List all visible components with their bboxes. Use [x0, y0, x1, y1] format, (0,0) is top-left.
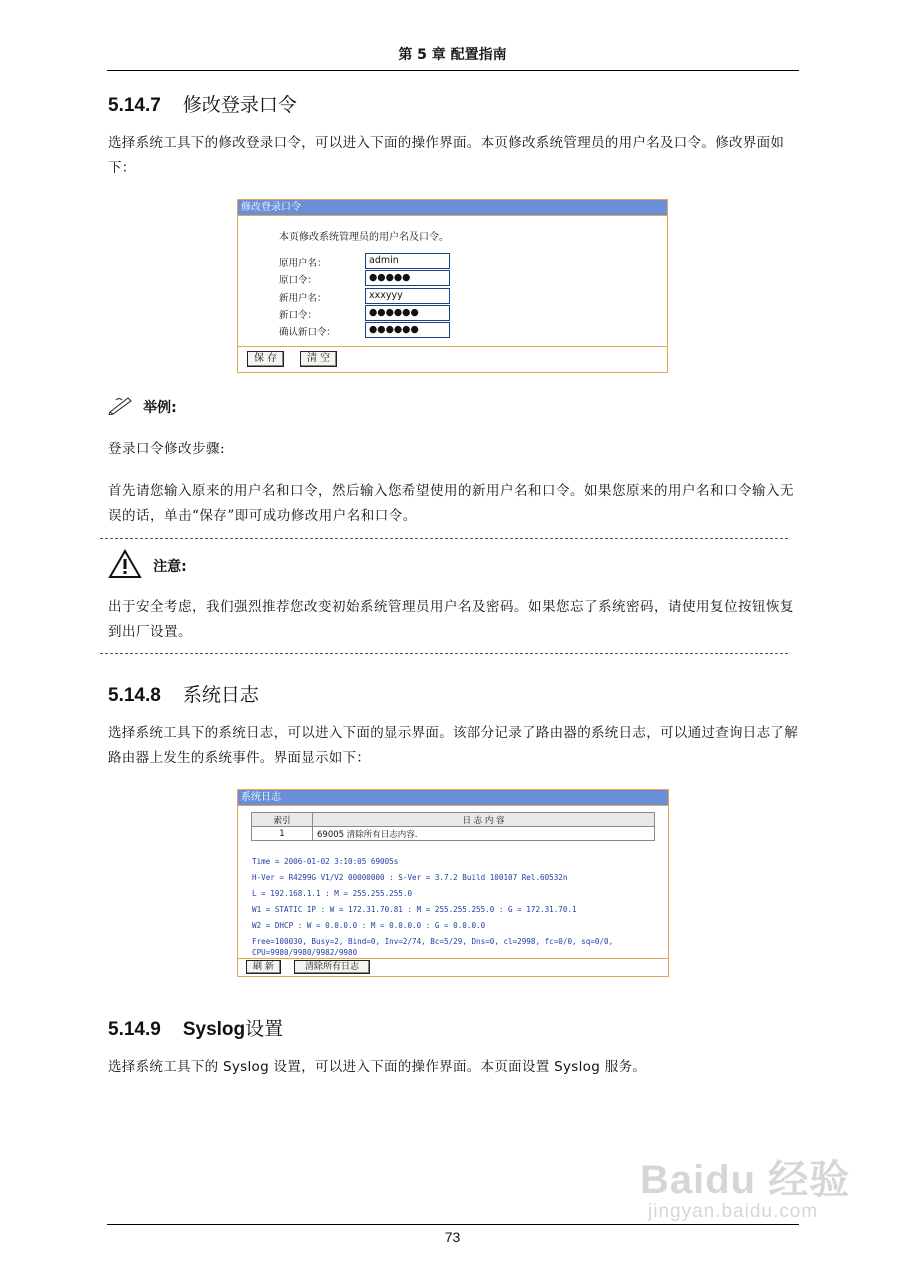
- change-password-panel: [237, 199, 668, 373]
- section-heading-5-14-9: [108, 1014, 283, 1041]
- system-log-panel: [237, 789, 669, 977]
- log-line: H-Ver = R4299G V1/V2 00000000 : S-Ver = 3.7.2 Build 100107 Rel.60532n: [252, 873, 568, 882]
- log-line: W2 = DHCP : W = 0.0.0.0 : M = 0.0.0.0 : G = 0.0.0.0: [252, 921, 486, 930]
- header-rule: [107, 70, 799, 71]
- section-intro: 选择系统工具下的 Syslog 设置，可以进入下面的操作界面。本页面设置 Syslog 服务。: [108, 1059, 647, 1075]
- panel-title: 修改登录口令: [238, 200, 667, 215]
- panel-title: 系统日志: [238, 790, 668, 805]
- new-username-input[interactable]: xxxyyy: [365, 288, 450, 304]
- chapter-header: 第 5 章 配置指南: [398, 47, 507, 63]
- section-title-en: Syslog: [182, 1019, 246, 1040]
- log-line: CPU=9980/9980/9982/9980: [252, 948, 358, 957]
- notice-label: 注意:: [153, 559, 187, 575]
- pen-icon: [108, 395, 134, 419]
- footer-rule: [107, 1224, 799, 1225]
- dashed-divider: [100, 653, 788, 654]
- confirm-password-label: 确认新口令：: [279, 327, 337, 338]
- section-heading-5-14-8: [108, 680, 259, 707]
- notice-text: 出于安全考虑，我们强烈推荐您改变初始系统管理员用户名及密码。如果您忘了系统密码，请使用复位按钮恢复到出厂设置。: [108, 599, 794, 640]
- table-row: [252, 827, 655, 841]
- column-header-content: 日 志 内 容: [313, 813, 655, 827]
- example-label: 举例:: [143, 400, 177, 416]
- clear-all-logs-button[interactable]: 清除所有日志: [294, 960, 370, 974]
- old-password-input[interactable]: ●●●●●: [365, 270, 450, 286]
- log-line: Time = 2006-01-02 3:10:05 69005s: [252, 857, 399, 866]
- page-number: 73: [444, 1229, 461, 1245]
- example-block: [108, 395, 177, 419]
- watermark-brand: Baidu 经验: [640, 1158, 851, 1202]
- notice-block: [108, 549, 187, 583]
- steps-text: 首先请您输入原来的用户名和口令，然后输入您希望使用的新用户名和口令。如果您原来的用户名和口令输入无误的话，单击“保存”即可成功修改用户名和口令。: [108, 483, 794, 524]
- watermark-url: jingyan.baidu.com: [648, 1201, 819, 1222]
- steps-title: 登录口令修改步骤:: [108, 441, 226, 457]
- old-username-input[interactable]: admin: [365, 253, 450, 269]
- warning-icon: [108, 549, 142, 583]
- section-intro: 选择系统工具下的修改登录口令，可以进入下面的操作界面。本页修改系统管理员的用户名及口令。修改界面如下：: [108, 135, 785, 176]
- row-content: 69005 清除所有日志内容.: [313, 827, 655, 841]
- panel-note: 本页修改系统管理员的用户名及口令。: [279, 232, 449, 243]
- new-password-label: 新口令：: [279, 310, 318, 321]
- log-line: Free=100030, Busy=2, Bind=0, Inv=2/74, Bc=5/29, Dns=0, cl=2998, fc=0/0, sq=0/0,: [252, 937, 614, 946]
- section-title-cn: 设置: [245, 1018, 284, 1040]
- section-intro: 选择系统工具下的系统日志，可以进入下面的显示界面。该部分记录了路由器的系统日志，可以通过查询日志了解路由器上发生的系统事件。界面显示如下：: [108, 725, 798, 766]
- log-table-header: [252, 813, 655, 827]
- dashed-divider: [100, 538, 788, 539]
- section-title: 修改登录口令: [182, 94, 297, 116]
- old-username-label: 原用户名：: [279, 258, 327, 269]
- section-number: 5.14.8: [108, 685, 161, 706]
- new-password-input[interactable]: ●●●●●●: [365, 305, 450, 321]
- column-header-index: 索引: [252, 813, 313, 827]
- log-line: W1 = STATIC IP : W = 172.31.70.81 : M = 255.255.255.0 : G = 172.31.70.1: [252, 905, 577, 914]
- save-button[interactable]: 保 存: [247, 351, 284, 367]
- section-number: 5.14.9: [108, 1019, 161, 1040]
- baidu-watermark: [640, 1148, 850, 1223]
- log-table: [251, 812, 655, 841]
- clear-button[interactable]: 清 空: [300, 351, 337, 367]
- row-index: 1: [252, 827, 313, 841]
- section-number: 5.14.7: [108, 95, 161, 116]
- refresh-button[interactable]: 刷 新: [246, 960, 281, 974]
- new-username-label: 新用户名：: [279, 293, 327, 304]
- section-heading-5-14-7: [108, 90, 297, 117]
- log-line: L = 192.168.1.1 : M = 255.255.255.0: [252, 889, 413, 898]
- old-password-label: 原口令：: [279, 275, 318, 286]
- section-title: 系统日志: [182, 684, 259, 706]
- confirm-password-input[interactable]: ●●●●●●: [365, 322, 450, 338]
